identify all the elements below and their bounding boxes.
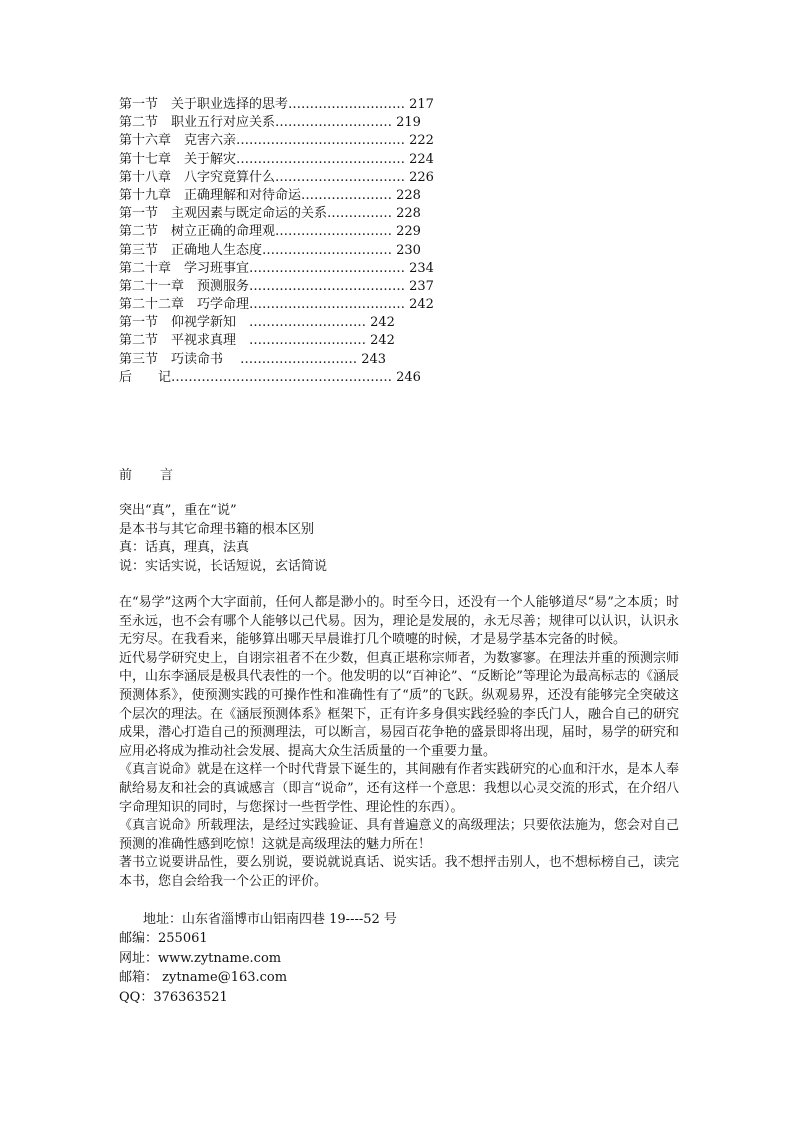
motto-block <box>119 502 679 576</box>
toc-entry: 第十八章 八字究竟算什么………………………… 226 <box>119 169 434 185</box>
motto-line: 突出“真”，重在“说” <box>119 503 237 518</box>
toc-entry: 第十六章 克害六亲………………………………… 222 <box>119 133 434 149</box>
body-paragraph: 《真言说命》所载理法，是经过实践验证、具有普遍意义的高级理法；只要依法施为，您会对自己预测的准确性感到吃惊！这就是高级理法的魅力所在！ <box>119 818 679 852</box>
contact-email: 邮箱： zytname@163.com <box>119 970 288 985</box>
contact-address: 地址：山东省淄博市山铝南四巷 19----52 号 <box>143 911 397 927</box>
motto-line: 真：话真，理真，法真 <box>119 540 250 555</box>
preface-heading-char: 前 <box>119 468 133 483</box>
body-paragraph: 《真言说命》就是在这样一个时代背景下诞生的，其间融有作者实践研究的心血和汗水，是本人奉献给易友和社会的真诚感言（即言“说命”，还有这样一个意思：我想以心灵交流的形式，在介绍八字命理知识的同时，与您探讨一些哲学性、理论性的东西）。 <box>119 762 679 815</box>
preface-heading-char: 言 <box>160 468 174 483</box>
contact-block <box>119 910 679 1008</box>
toc-entry: 第一节 主观因素与既定命运的关系…………… 228 <box>119 206 421 222</box>
contact-postcode: 邮编：255061 <box>119 931 208 946</box>
table-of-contents <box>119 96 539 387</box>
contact-qq: QQ：376363521 <box>119 989 228 1005</box>
motto-line: 是本书与其它命理书籍的根本区别 <box>119 521 315 537</box>
preface-body <box>119 594 679 892</box>
toc-entry: 第一节 关于职业选择的思考……………………… 217 <box>119 97 434 112</box>
toc-entry: 第二十章 学习班事宜……………………………… 234 <box>119 260 434 276</box>
motto-line: 说：实话实说，长话短说，玄话简说 <box>119 558 328 574</box>
toc-entry: 第二节 树立正确的命理观……………………… 229 <box>119 224 421 240</box>
toc-entry: 第二节 平视求真理 ……………………… 242 <box>119 333 395 349</box>
preface-section <box>119 466 679 1007</box>
toc-entry: 第三节 巧读命书 ……………………… 243 <box>119 351 387 367</box>
toc-entry: 第二十二章 巧学命理……………………………… 242 <box>119 297 434 313</box>
toc-entry: 第十九章 正确理解和对待命运………………… 228 <box>119 187 421 203</box>
toc-entry: 第十七章 关于解灾………………………………… 224 <box>119 151 434 167</box>
toc-entry: 第二节 职业五行对应关系……………………… 219 <box>119 115 421 131</box>
toc-entry: 第一节 仰视学新知 ……………………… 242 <box>119 315 395 331</box>
body-paragraph: 在“易学”这两个大字面前，任何人都是渺小的。时至今日，还没有一个人能够道尽“易”之本质；时至永远，也不会有哪个人能够以己代易。因为，理论是发展的，永无尽善；规律可以认识，认识永无穷尽。在我看来，能够算出哪天早晨谁打几个喷嚏的时候，才是易学基本完备的时候。 <box>119 595 679 648</box>
toc-entry: 第三节 正确地人生态度………………………… 230 <box>119 242 421 258</box>
body-paragraph: 近代易学研究史上，自诩宗祖者不在少数，但真正堪称宗师者，为数寥寥。在理法并重的预测宗师中，山东李涵辰是极具代表性的一个。他发明的以“百神论”、“反断论”等理论为最高标志的《涵辰预测体系》，使预测实践的可操作性和准确性有了“质”的飞跃。纵观易界，还没有能够完全突破这个层次的理法。在《涵辰预测体系》框架下，正有许多身俱实践经验的李氏门人，融合自己的研究成果，潜心打造自己的预测理法，可以断言，易园百花争艳的盛景即将出现，届时，易学的研究和应用必将成为推动社会发展、提高大众生活质量的一个重要力量。 <box>119 650 679 759</box>
body-paragraph: 著书立说要讲品性，要么别说，要说就说真话、说实话。我不想抨击别人，也不想标榜自己，读完本书，您自会给我一个公正的评价。 <box>119 855 679 889</box>
contact-website: 网址：www.zytname.com <box>119 950 282 966</box>
preface-heading <box>119 466 679 486</box>
toc-entry: 后 记…………………………………………… 246 <box>119 369 421 385</box>
toc-entry: 第二十一章 预测服务……………………………… 237 <box>119 278 434 294</box>
